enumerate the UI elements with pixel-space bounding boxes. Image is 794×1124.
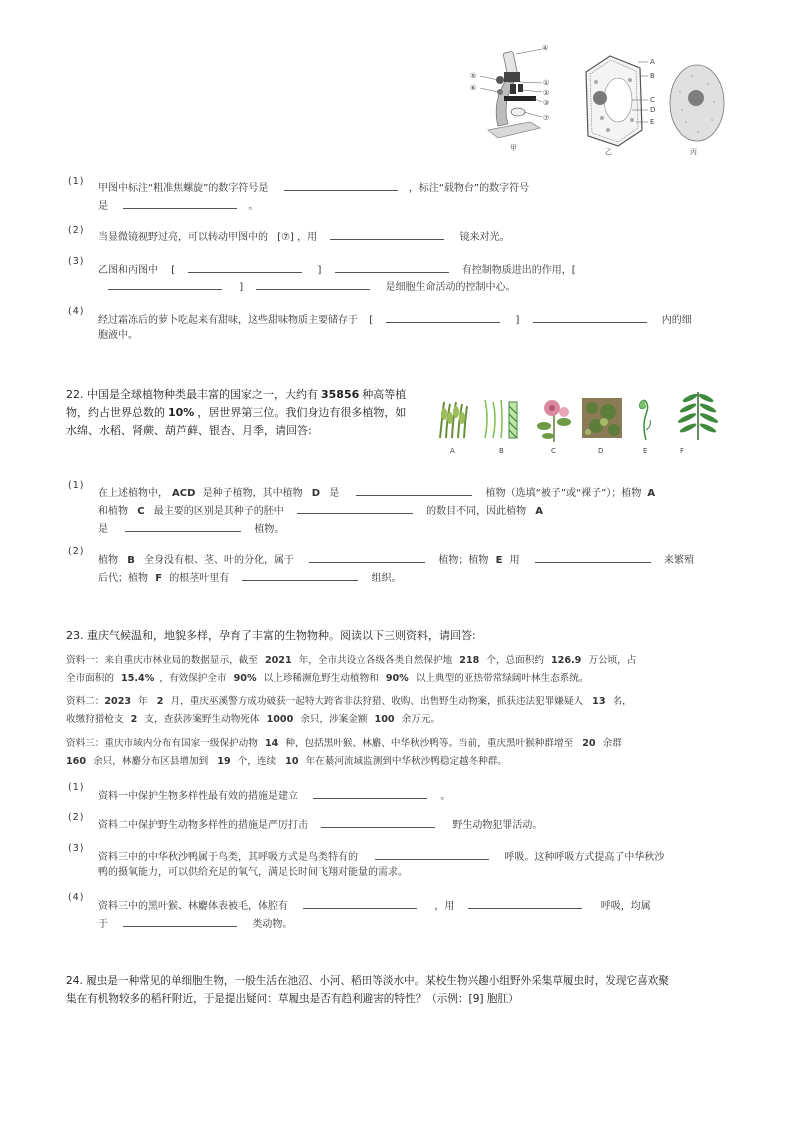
q23-1-text-b: 。 — [440, 791, 451, 802]
q23-m3-b: 种，包括黑叶猴、林麝、中华秋沙鸭等。当前，重庆黑叶猴种群增至 — [285, 738, 574, 749]
q21-4-rbracket: ] — [515, 315, 520, 326]
q23-m1-b: 年，全市共设立各级各类自然保护地 — [298, 655, 453, 666]
q23-3-text-a: 资料三中的中华秋沙鸭属于鸟类，其呼吸方式是鸟类特有的 — [98, 852, 358, 863]
q23-1-blank-1[interactable] — [313, 788, 427, 799]
q21-4-line2 — [98, 329, 138, 343]
q21-3-text-b: 有控制物质进出的作用，[ — [461, 265, 576, 276]
micro-label-7: ⑦ — [543, 114, 550, 122]
cell-label-c: C — [650, 96, 655, 104]
q21-3-line1 — [98, 262, 576, 278]
q23-m2-month: 2 — [156, 696, 164, 707]
q23-4-number: (4) — [68, 892, 85, 903]
q23-3-line1 — [98, 849, 664, 865]
q21-1-text-b: ，标注“载物台”的数字符号 — [408, 183, 530, 194]
plant-c-drawing — [534, 396, 574, 442]
micro-label-1: ① — [543, 79, 550, 87]
q23-material1-line1 — [66, 654, 636, 668]
cell-label-b: B — [650, 72, 655, 80]
q22-2-text-d: 后代；植物 — [98, 573, 148, 584]
q21-3-number: (3) — [68, 256, 85, 267]
q22-head1: 22. 中国是全球植物种类最丰富的国家之一，大约有 — [66, 388, 318, 401]
q23-4-text-c: 呼吸，均属 — [600, 901, 651, 912]
q22-2-number: (2) — [68, 546, 85, 557]
q21-3-blank-1[interactable] — [188, 262, 302, 273]
q23-m3-groups: 20 — [582, 738, 596, 749]
q22-num2: 10% — [168, 406, 195, 419]
q22-2-text-e: 组织。 — [371, 573, 402, 584]
q21-4-blank-2[interactable] — [533, 312, 647, 323]
q21-3-text-d: 是细胞生命活动的控制中心。 — [385, 282, 516, 293]
q21-1-line2 — [98, 198, 258, 214]
q23-m3-f: 年在綦河流域监测到中华秋沙鸭稳定越冬种群。 — [305, 756, 508, 767]
q22-2-text-b: 植物；植物 — [438, 555, 489, 566]
q21-3-rbracket: ] — [317, 265, 322, 276]
q23-m1-area: 126.9 — [550, 655, 582, 666]
micro-label-6: ⑥ — [470, 84, 477, 92]
animal-cell-drawing — [668, 62, 726, 144]
q23-4-line2 — [98, 916, 292, 932]
q21-4-text-c: 胞液中。 — [98, 330, 138, 341]
q23-m1-h: 以上典型的亚热带常绿阔叶林生态系统。 — [415, 673, 589, 684]
q23-4-blank-3[interactable] — [123, 916, 237, 927]
plant-label-b: B — [499, 447, 504, 455]
figure-label-jia: 甲 — [510, 144, 517, 152]
q23-m3-c: 余群 — [602, 738, 622, 749]
q23-material3-line2 — [66, 755, 507, 769]
q23-1-number: (1) — [68, 782, 85, 793]
q22-1-text-a2: 是种子植物，其中植物 — [202, 488, 303, 499]
q23-m3-d: 余只，林麝分布区县增加到 — [93, 756, 209, 767]
q22-1-text-d: 的数目不同，因此植物 — [426, 506, 527, 517]
q23-3-line2 — [98, 866, 408, 880]
microscope-drawing — [470, 42, 565, 152]
q23-m2-b: 年 — [138, 696, 148, 707]
q23-2-text-a: 资料二中保护野生动物多样性的措施是严厉打击 — [98, 820, 308, 831]
q23-4-text-b: ，用 — [434, 901, 455, 912]
q23-3-text-b: 呼吸。这种呼吸方式提高了中华秋沙 — [504, 852, 665, 863]
q22-1-number: (1) — [68, 480, 85, 491]
plant-f-image — [678, 388, 718, 440]
q21-1-text-c: 是 — [98, 201, 108, 212]
q22-1-text-f: 植物。 — [254, 524, 285, 535]
q22-2-b: B — [127, 555, 135, 566]
q23-m1-g: 以上珍稀濒危野生动植物和 — [263, 673, 379, 684]
q22-1-blank-1[interactable] — [356, 485, 472, 496]
q21-3-text-a: 乙图和丙图中 — [98, 265, 158, 276]
q23-m3-e: 个，连续 — [237, 756, 277, 767]
q22-heading-line3 — [66, 421, 312, 440]
q22-1-line3 — [98, 521, 284, 537]
q23-4-text-a: 资料三中的黑叶猴、林麝体表被毛，体腔有 — [98, 901, 288, 912]
q21-3-blank-3[interactable] — [108, 279, 222, 290]
q22-head1b: 种高等植 — [362, 388, 407, 401]
micro-label-5: ⑤ — [470, 72, 477, 80]
plant-cell-figure — [578, 52, 648, 152]
q21-4-lbracket: [ — [369, 315, 374, 326]
plant-a-image — [436, 398, 470, 440]
animal-cell-figure — [668, 62, 726, 144]
q23-m1-e: 全市面积的 — [66, 673, 114, 684]
plant-b-image — [481, 398, 521, 440]
q23-1-text-a: 资料一中保护生物多样性最有效的措施是建立 — [98, 791, 298, 802]
q22-1-text-b: 植物（选填“被子”或“裸子”）；植物 — [485, 488, 642, 499]
q22-1-blank-2[interactable] — [297, 503, 413, 514]
q21-4-line1 — [98, 312, 692, 328]
q23-m2-money: 100 — [374, 714, 395, 725]
plant-f-drawing — [678, 388, 718, 440]
q22-head3: 水绵、水稻、肾蕨、葫芦藓、银杏、月季，请回答: — [66, 424, 312, 437]
q21-3-blank-2[interactable] — [335, 262, 449, 273]
q24-heading-line2 — [66, 990, 519, 1009]
q23-m2-d: 名， — [612, 696, 632, 707]
q23-m2-e: 收缴狩猎枪支 — [66, 714, 124, 725]
q23-material1-line2 — [66, 672, 589, 686]
q23-m1-pct3: 90% — [385, 673, 409, 684]
plant-label-e: E — [643, 447, 648, 455]
micro-label-4: ④ — [542, 44, 549, 52]
q22-1-line1 — [98, 485, 655, 501]
q23-m2-guns: 2 — [130, 714, 138, 725]
q23-m2-i: 余万元。 — [401, 714, 441, 725]
q23-m1-a: 资料一：来自重庆市林业局的数据显示，截至 — [66, 655, 258, 666]
q23-m3-species: 14 — [264, 738, 279, 749]
q23-2-line1 — [98, 817, 542, 833]
q23-m1-f: ，有效保护全市 — [159, 673, 227, 684]
q22-2-text-a: 植物 — [98, 555, 118, 566]
q23-4-blank-2[interactable] — [468, 898, 582, 909]
q21-4-text-a: 经过霜冻后的萝卜吃起来有甜味，这些甜味物质主要储存于 — [98, 315, 358, 326]
q21-2-number: (2) — [68, 225, 85, 236]
q21-2-line1 — [98, 229, 510, 245]
q23-m2-f: 支，查获涉案野生动物死体 — [144, 714, 260, 725]
q22-1-a: A — [647, 488, 656, 499]
q23-m1-pct1: 15.4% — [121, 673, 155, 684]
q23-3-number: (3) — [68, 843, 85, 854]
q22-2-blank-2[interactable] — [535, 552, 651, 563]
q21-3-text-c: ] — [239, 282, 244, 293]
plant-e-drawing — [636, 396, 656, 440]
q21-1-blank-2[interactable] — [123, 198, 237, 209]
q23-material2-line2 — [66, 713, 440, 727]
plant-d-drawing — [582, 398, 622, 438]
q23-m3-years: 10 — [285, 756, 299, 767]
q23-m2-a: 资料二： — [66, 696, 105, 707]
q21-1-line1 — [98, 180, 529, 196]
q21-1-text-a: 甲图中标注“粗准焦螺旋”的数字符号是 — [98, 183, 269, 194]
cell-label-a: A — [650, 58, 655, 66]
q23-4-blank-1[interactable] — [303, 898, 417, 909]
q22-1-text-c: 和植物 — [98, 506, 128, 517]
q22-1-line2 — [98, 503, 543, 519]
q23-m3-counties: 19 — [217, 756, 231, 767]
plant-label-f: F — [680, 447, 685, 455]
q23-4-text-d: 于 — [98, 919, 108, 930]
micro-label-3: ③ — [543, 99, 550, 107]
q23-m3-a: 资料三：重庆市域内分布有国家一级保护动物 — [66, 738, 258, 749]
q21-1-blank-1[interactable] — [284, 180, 398, 191]
plant-cell-drawing — [578, 52, 648, 152]
q22-head2a: 物，约占世界总数的 — [66, 406, 165, 419]
figure-label-yi: 乙 — [605, 148, 612, 156]
q22-1-c: C — [137, 506, 145, 517]
q22-1-text-c2: 最主要的区别是其种子的胚中 — [153, 506, 284, 517]
q22-2-f: F — [155, 573, 163, 584]
q23-m1-d: 万公顷，占 — [588, 655, 637, 666]
q23-m1-year: 2021 — [264, 655, 292, 666]
q23-2-blank-1[interactable] — [321, 817, 435, 828]
plant-label-a: A — [450, 447, 455, 455]
q22-1-blank-3[interactable] — [125, 521, 241, 532]
q22-2-line1 — [98, 552, 694, 568]
q21-3-lbracket: [ — [171, 265, 176, 276]
q24-head1: 24. 履虫是一种常见的单细胞生物，一般生活在池沼、小河、稻田等淡水中。某校生物兴趣小组野外采集草履虫时，发现它喜欢聚 — [66, 975, 669, 987]
q23-head: 23. 重庆气候温和，地貌多样，孕育了丰富的生物物种。阅读以下三则资料，请回答: — [66, 629, 476, 642]
q23-1-line1 — [98, 788, 450, 804]
q23-4-line1 — [98, 898, 651, 914]
q21-2-blank-1[interactable] — [330, 229, 444, 240]
microscope-figure — [470, 42, 565, 152]
q22-2-line2 — [98, 570, 402, 586]
q22-2-text-b2: 用 — [509, 555, 520, 566]
q22-2-blank-3[interactable] — [242, 570, 358, 581]
plant-e-image — [636, 396, 656, 440]
q23-m2-c: 月，重庆巫溪警方成功破获一起特大跨省非法狩猎、收购、出售野生动物案，抓获违法犯罪嫌疑人 — [170, 696, 584, 707]
q23-2-number: (2) — [68, 812, 85, 823]
q22-head2b: ，居世界第三位。我们身边有很多植物，如 — [197, 406, 407, 419]
q23-m1-pct2: 90% — [233, 673, 257, 684]
q21-4-text-b: 内的细 — [661, 315, 692, 326]
q23-2-text-b: 野生动物犯罪活动。 — [452, 820, 543, 831]
q22-1-text-a: 在上述植物中， — [98, 488, 168, 499]
q23-m1-c: 个，总面积约 — [486, 655, 544, 666]
q22-1-text-a3: 是 — [329, 488, 340, 499]
q24-heading-line1 — [66, 972, 669, 991]
q23-heading — [66, 626, 476, 645]
q21-2-text-c: 镜来对光。 — [459, 232, 510, 243]
q23-m2-animals: 1000 — [266, 714, 294, 725]
q21-1-number: (1) — [68, 176, 85, 187]
q21-3-line2 — [98, 279, 515, 295]
cell-label-d: D — [650, 106, 656, 114]
q23-m2-suspects: 13 — [592, 696, 606, 707]
figure-label-bing: 丙 — [690, 148, 697, 156]
q22-heading-line1 — [66, 385, 406, 404]
q21-2-box: [⑦] — [277, 232, 294, 243]
q23-3-blank-1[interactable] — [375, 849, 489, 860]
q23-3-text-c: 鸭的摄氧能力，可以供给充足的氧气，满足长时间飞翔对能量的需求。 — [98, 867, 408, 878]
micro-label-2: ② — [543, 89, 550, 97]
q21-3-blank-4[interactable] — [256, 279, 370, 290]
plant-b-drawing — [481, 398, 521, 440]
q21-2-text-b: ，用 — [297, 232, 318, 243]
q22-1-d: D — [311, 488, 321, 499]
q21-1-text-d: 。 — [248, 201, 259, 212]
q22-2-text-a2: 全身没有根、茎、叶的分化，属于 — [144, 555, 294, 566]
q23-material2-line1 — [66, 695, 632, 709]
q23-m1-count: 218 — [459, 655, 480, 666]
plant-d-image — [582, 398, 622, 438]
q22-1-a2: A — [535, 506, 544, 517]
q23-m2-h: 余只，涉案金额 — [300, 714, 368, 725]
plant-c-image — [534, 396, 574, 442]
q21-4-blank-1[interactable] — [386, 312, 500, 323]
q22-2-blank-1[interactable] — [309, 552, 425, 563]
q23-m2-year: 2023 — [104, 696, 132, 707]
q22-2-e: E — [495, 555, 503, 566]
cell-label-e: E — [650, 118, 655, 126]
q22-heading-line2 — [66, 403, 406, 422]
q23-4-text-e: 类动物。 — [252, 919, 293, 930]
q23-material3-line1 — [66, 737, 622, 751]
q22-1-text-e: 是 — [98, 524, 108, 535]
plant-label-d: D — [598, 447, 604, 455]
plant-label-c: C — [551, 447, 556, 455]
q22-1-acd: ACD — [172, 488, 196, 499]
q21-4-number: (4) — [68, 306, 85, 317]
q22-2-text-c: 来繁殖 — [663, 555, 694, 566]
q22-2-text-d2: 的根茎叶里有 — [169, 573, 230, 584]
q23-m3-individuals: 160 — [66, 756, 87, 767]
q21-2-text-a: 当显微镜视野过亮，可以转动甲图中的 — [98, 232, 268, 243]
q22-num1: 35856 — [321, 388, 360, 401]
q24-head2: 集在有机物较多的稻秆附近，于是提出疑问：草履虫是否有趋利避害的特性？（示例：[9] 胞肛） — [66, 993, 519, 1005]
plant-a-drawing — [436, 398, 470, 440]
